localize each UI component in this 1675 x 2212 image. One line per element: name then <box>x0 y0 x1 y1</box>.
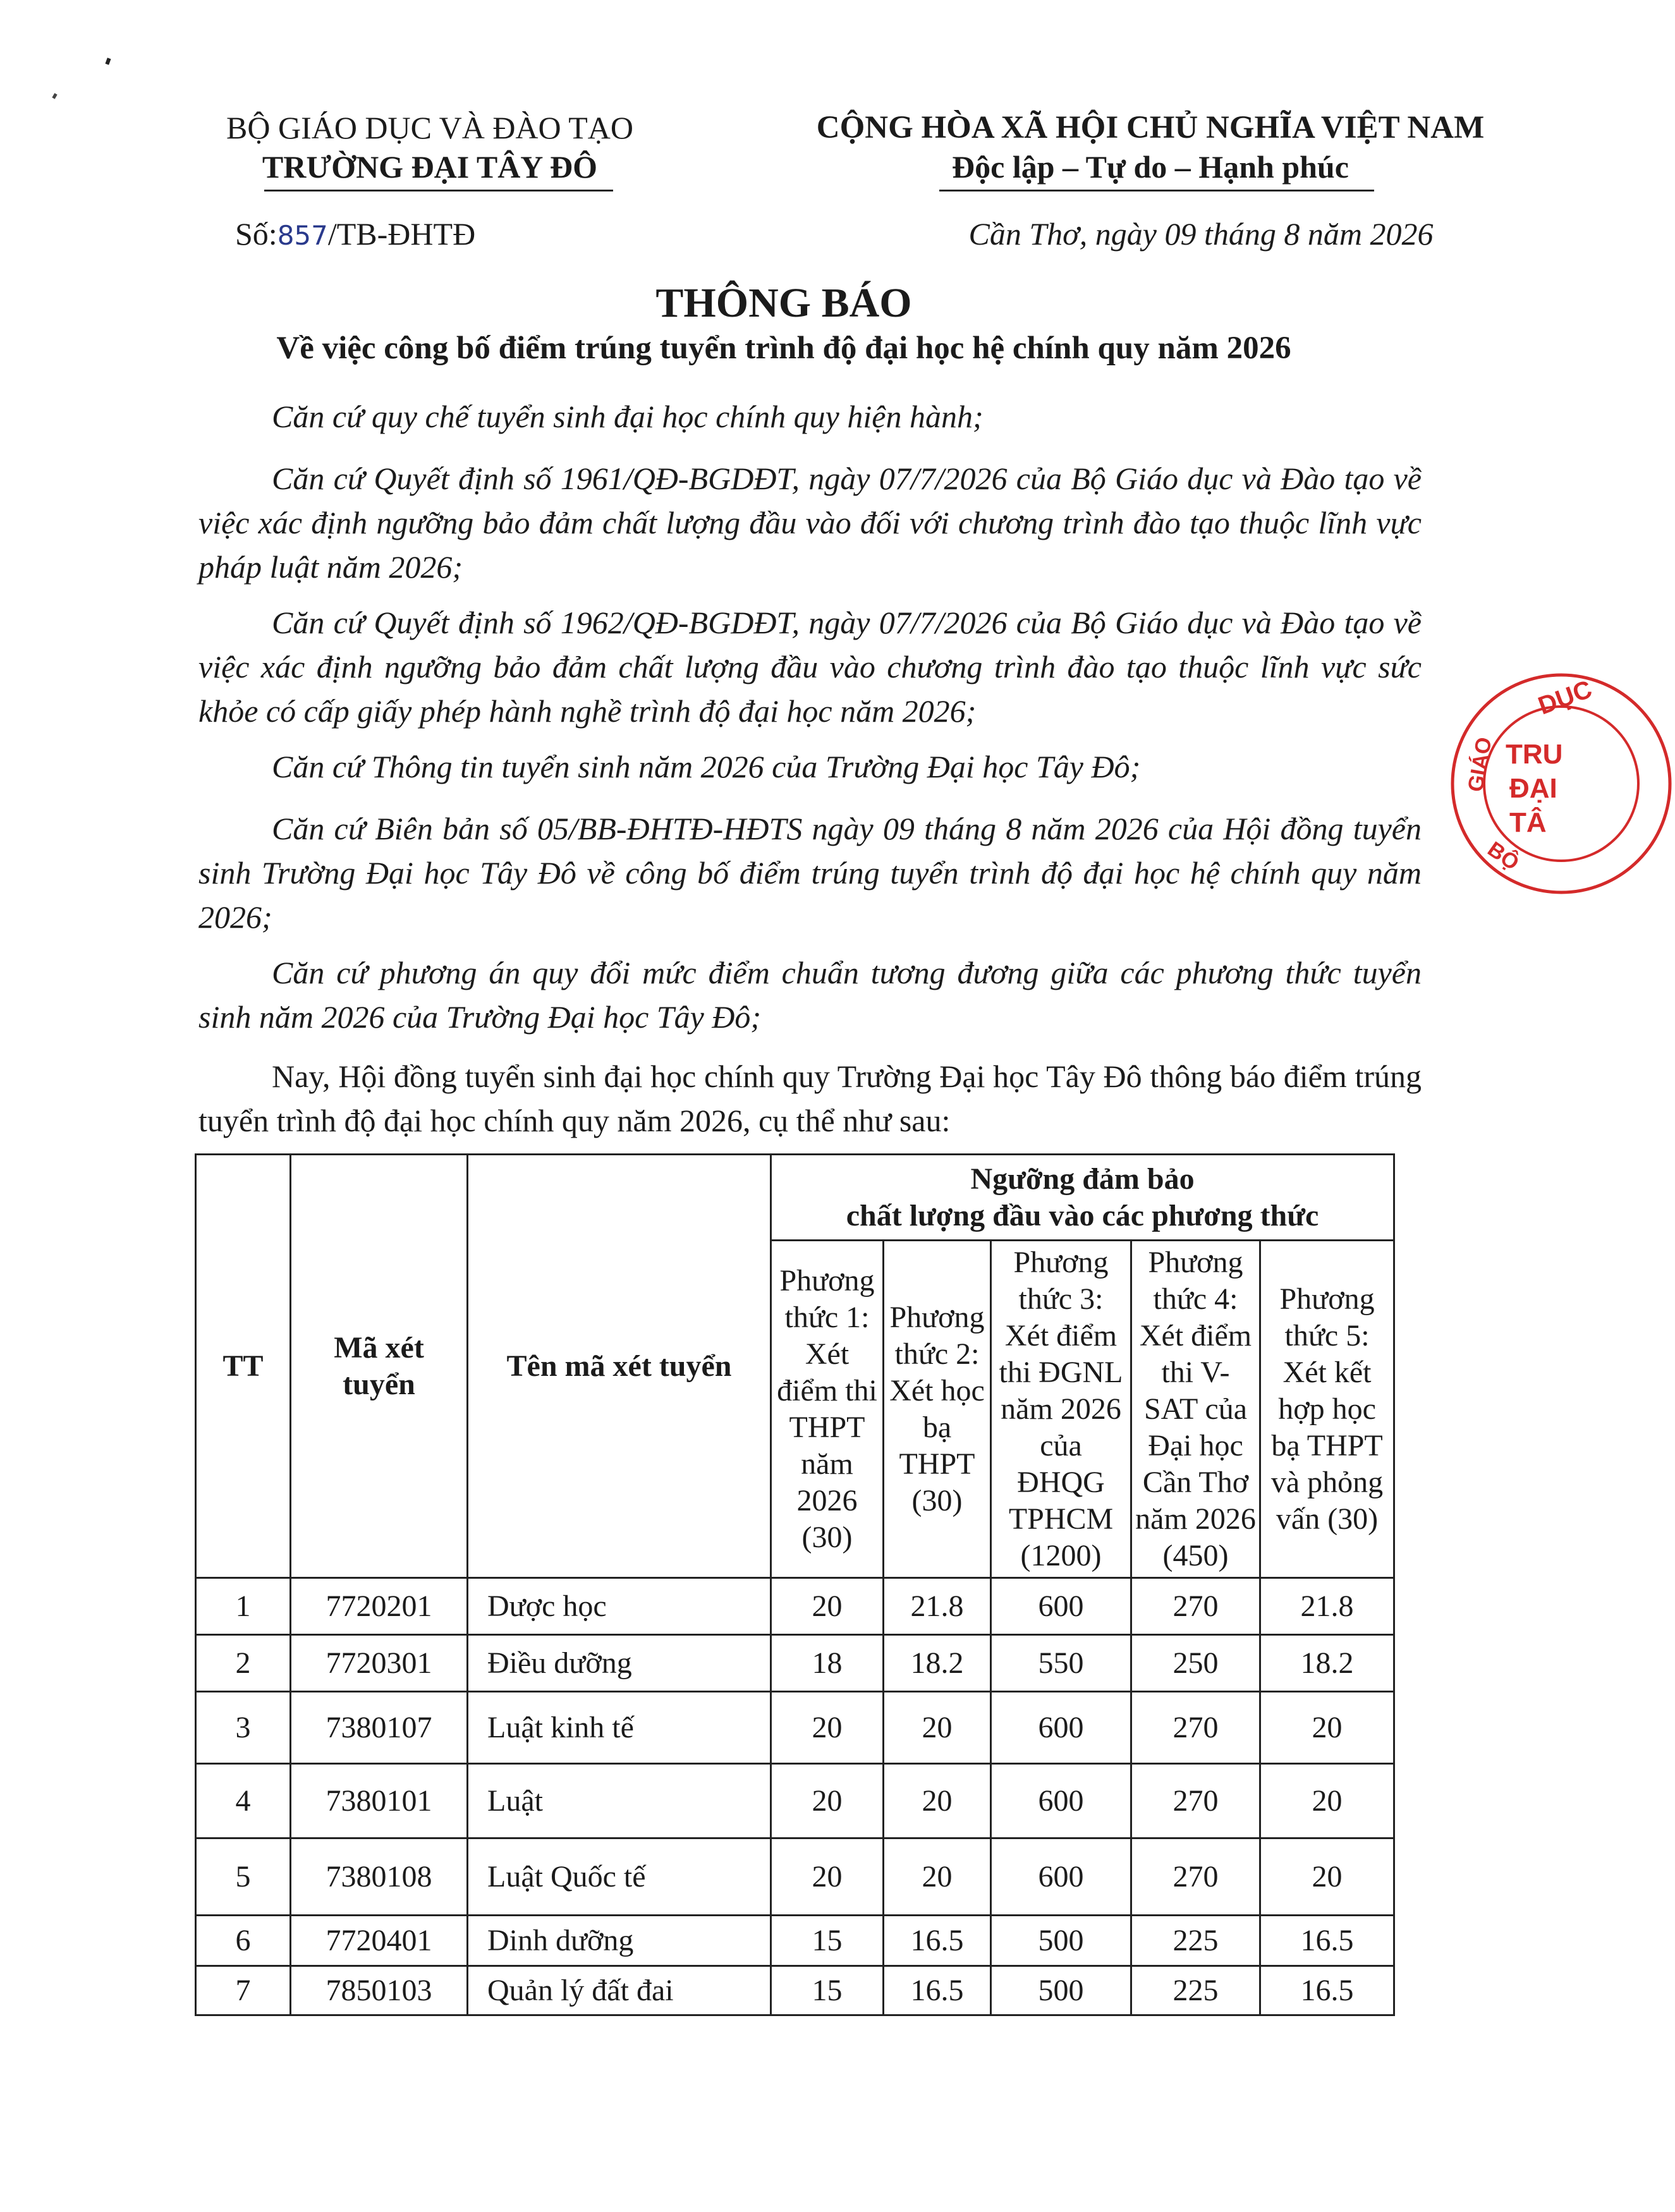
place-date: Cần Thơ, ngày 09 tháng 8 năm 2026 <box>968 216 1434 252</box>
cell-name: Luật Quốc tế <box>468 1838 771 1916</box>
cell-method-5: 16.5 <box>1260 1966 1394 2015</box>
doc-no-suffix: /TB-ĐHTĐ <box>327 216 476 252</box>
cell-method-5: 21.8 <box>1260 1578 1394 1635</box>
cell-tt: 6 <box>196 1916 291 1966</box>
cell-tt: 4 <box>196 1764 291 1838</box>
cell-method-1: 18 <box>771 1635 884 1692</box>
threshold-line-1: Ngưỡng đảm bảo <box>970 1162 1195 1196</box>
cell-method-4: 225 <box>1131 1916 1260 1966</box>
cell-method-2: 21.8 <box>884 1578 991 1635</box>
cell-method-3: 600 <box>991 1578 1131 1635</box>
cell-method-3: 600 <box>991 1692 1131 1764</box>
cell-name: Dinh dưỡng <box>468 1916 771 1966</box>
scan-speck <box>105 58 111 64</box>
cell-method-4: 270 <box>1131 1838 1260 1916</box>
header-threshold-group <box>771 1155 1394 1241</box>
document-subtitle: Về việc công bố điểm trúng tuyển trình độ đại học hệ chính quy năm 2026 <box>276 331 1291 366</box>
cell-tt: 7 <box>196 1966 291 2015</box>
document-title: THÔNG BÁO <box>655 280 912 326</box>
cell-method-4: 270 <box>1131 1692 1260 1764</box>
table-row <box>196 1764 1394 1838</box>
header-method-4: Phương thức 4: Xét điểm thi V-SAT của Đại học Cần Thơ năm 2026 (450) <box>1131 1241 1260 1578</box>
cell-method-2: 20 <box>884 1764 991 1838</box>
header-method-3: Phương thức 3: Xét điểm thi ĐGNL năm 2026 của ĐHQG TPHCM (1200) <box>991 1241 1131 1578</box>
country-name: CỘNG HÒA XÃ HỘI CHỦ NGHĨA VIỆT NAM <box>816 110 1485 145</box>
cell-method-1: 20 <box>771 1578 884 1635</box>
cell-code: 7720401 <box>291 1916 468 1966</box>
table-row <box>196 1692 1394 1764</box>
header-tt: TT <box>196 1155 291 1578</box>
university-name: TRƯỜNG ĐẠI TÂY ĐÔ <box>262 149 598 185</box>
header-code: Mã xét tuyển <box>291 1155 468 1578</box>
seal-text-left: GIÁO <box>1463 735 1497 794</box>
cell-code: 7720301 <box>291 1635 468 1692</box>
basis-2: Căn cứ Quyết định số 1961/QĐ-BGDĐT, ngày 07/7/2026 của Bộ Giáo dục và Đào tạo về việc xác định ngưỡng bảo đảm chất lượng đầu vào đối với chương trình đào tạo thuộc lĩnh vực pháp luật năm 2026; <box>198 461 1422 585</box>
national-motto: Độc lập – Tự do – Hạnh phúc <box>952 149 1349 185</box>
header-method-2: Phương thức 2: Xét học bạ THPT (30) <box>884 1241 991 1578</box>
document-number <box>235 214 475 256</box>
seal-text-top: DỤC <box>1534 675 1596 720</box>
header-name: Tên mã xét tuyển <box>468 1155 771 1578</box>
basis-6: Căn cứ phương án quy đổi mức điểm chuẩn tương đương giữa các phương thức tuyển sinh năm 2026 của Trường Đại học Tây Đô; <box>198 955 1422 1035</box>
admission-scores-table <box>195 1153 1395 2016</box>
announcement-paragraph: Nay, Hội đồng tuyển sinh đại học chính quy Trường Đại học Tây Đô thông báo điểm trúng tuyển trình độ đại học chính quy năm 2026, cụ thể như sau: <box>198 1059 1422 1138</box>
basis-3: Căn cứ Quyết định số 1962/QĐ-BGDĐT, ngày 07/7/2026 của Bộ Giáo dục và Đào tạo về việc xác định ngưỡng bảo đảm chất lượng đầu vào chương trình đào tạo thuộc lĩnh vực sức khỏe có cấp giấy phép hành nghề trình độ đại học năm 2026; <box>198 605 1422 729</box>
threshold-line-2: chất lượng đầu vào các phương thức <box>846 1198 1319 1232</box>
header-method-5: Phương thức 5: Xét kết hợp học bạ THPT và phỏng vấn (30) <box>1260 1241 1394 1578</box>
official-seal <box>1447 670 1675 897</box>
cell-tt: 3 <box>196 1692 291 1764</box>
cell-method-4: 250 <box>1131 1635 1260 1692</box>
motto-underline <box>939 190 1374 191</box>
cell-tt: 1 <box>196 1578 291 1635</box>
table-row <box>196 1635 1394 1692</box>
university-underline <box>264 190 613 191</box>
cell-method-1: 15 <box>771 1916 884 1966</box>
cell-method-5: 18.2 <box>1260 1635 1394 1692</box>
cell-method-5: 20 <box>1260 1764 1394 1838</box>
cell-method-2: 16.5 <box>884 1916 991 1966</box>
cell-method-4: 270 <box>1131 1764 1260 1838</box>
table-row <box>196 1966 1394 2015</box>
basis-5: Căn cứ Biên bản số 05/BB-ĐHTĐ-HĐTS ngày 09 tháng 8 năm 2026 của Hội đồng tuyển sinh Trường Đại học Tây Đô về công bố điểm trúng tuyển trình độ đại học hệ chính quy năm 2026; <box>198 811 1422 935</box>
cell-method-2: 20 <box>884 1838 991 1916</box>
cell-method-2: 18.2 <box>884 1635 991 1692</box>
cell-method-1: 20 <box>771 1838 884 1916</box>
cell-method-4: 225 <box>1131 1966 1260 2015</box>
cell-method-1: 20 <box>771 1692 884 1764</box>
cell-name: Luật kinh tế <box>468 1692 771 1764</box>
cell-tt: 2 <box>196 1635 291 1692</box>
cell-method-3: 550 <box>991 1635 1131 1692</box>
seal-inner-1: TRU <box>1506 739 1563 770</box>
table-row <box>196 1916 1394 1966</box>
cell-method-1: 20 <box>771 1764 884 1838</box>
cell-method-3: 500 <box>991 1916 1131 1966</box>
cell-method-2: 20 <box>884 1692 991 1764</box>
cell-method-5: 20 <box>1260 1838 1394 1916</box>
cell-name: Điều dưỡng <box>468 1635 771 1692</box>
cell-method-3: 500 <box>991 1966 1131 2015</box>
cell-method-3: 600 <box>991 1764 1131 1838</box>
cell-method-5: 20 <box>1260 1692 1394 1764</box>
cell-name: Quản lý đất đai <box>468 1966 771 2015</box>
cell-method-1: 15 <box>771 1966 884 2015</box>
doc-no-prefix: Số: <box>235 216 277 252</box>
header-method-1: Phương thức 1: Xét điểm thi THPT năm 2026 (30) <box>771 1241 884 1578</box>
cell-method-4: 270 <box>1131 1578 1260 1635</box>
table-row <box>196 1578 1394 1635</box>
table-row <box>196 1838 1394 1916</box>
cell-code: 7380108 <box>291 1838 468 1916</box>
cell-tt: 5 <box>196 1838 291 1916</box>
cell-method-2: 16.5 <box>884 1966 991 2015</box>
seal-text-bottom: BỘ <box>1483 837 1524 875</box>
seal-inner-2: ĐẠI <box>1509 773 1557 804</box>
cell-name: Luật <box>468 1764 771 1838</box>
basis-1: Căn cứ quy chế tuyển sinh đại học chính quy hiện hành; <box>272 399 984 434</box>
cell-method-3: 600 <box>991 1838 1131 1916</box>
seal-inner-3: TÂ <box>1509 807 1547 838</box>
cell-method-5: 16.5 <box>1260 1916 1394 1966</box>
cell-code: 7380101 <box>291 1764 468 1838</box>
cell-code: 7850103 <box>291 1966 468 2015</box>
scan-speck <box>52 93 57 99</box>
cell-name: Dược học <box>468 1578 771 1635</box>
doc-no-handwritten: 857 <box>277 220 328 251</box>
cell-code: 7380107 <box>291 1692 468 1764</box>
cell-code: 7720201 <box>291 1578 468 1635</box>
ministry-name: BỘ GIÁO DỤC VÀ ĐÀO TẠO <box>226 110 633 145</box>
basis-4: Căn cứ Thông tin tuyển sinh năm 2026 của Trường Đại học Tây Đô; <box>272 749 1141 784</box>
